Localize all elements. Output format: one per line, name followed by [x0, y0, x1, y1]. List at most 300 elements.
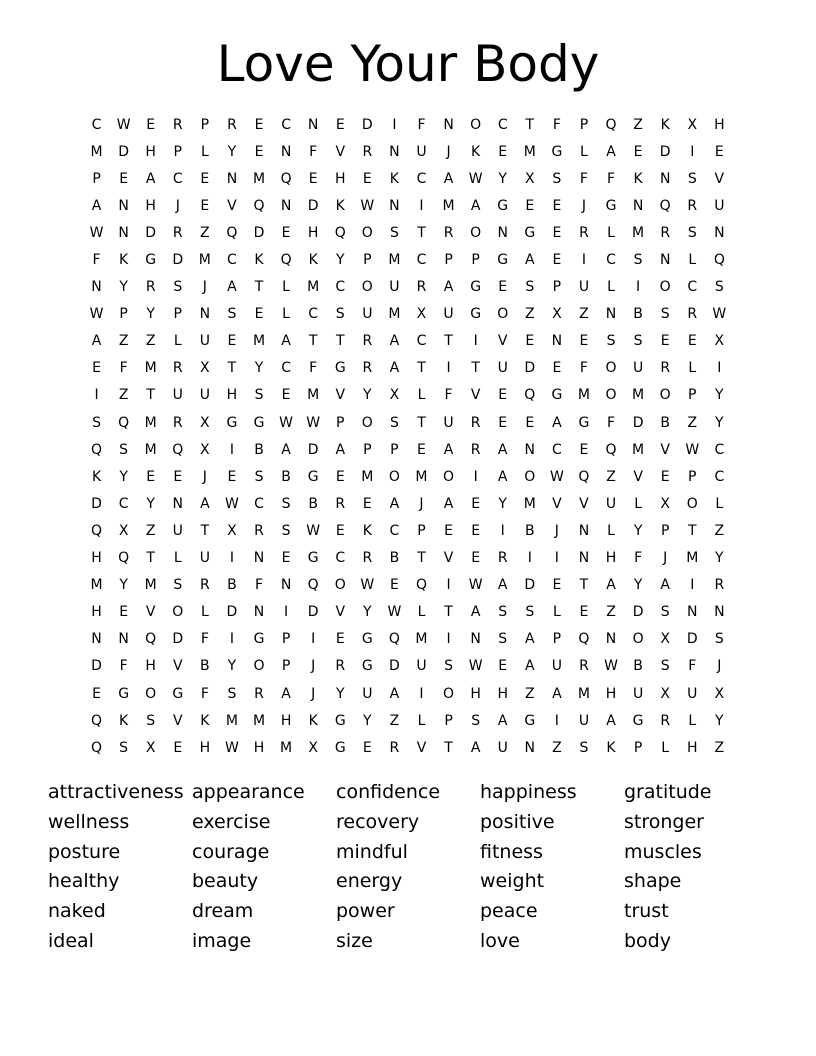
grid-letter: E	[146, 116, 156, 133]
grid-letter: W	[604, 658, 618, 675]
grid-row	[83, 545, 733, 572]
grid-letter: L	[282, 279, 290, 296]
grid-letter: M	[632, 441, 645, 458]
grid-letter: I	[554, 550, 559, 567]
grid-letter: E	[498, 658, 508, 675]
grid-letter: H	[497, 685, 508, 702]
grid-letter: Z	[579, 306, 589, 323]
word-list-item: muscles	[624, 840, 702, 863]
grid-letter: Y	[119, 468, 128, 485]
grid-letter: H	[91, 604, 102, 621]
word-list-item: energy	[336, 870, 403, 893]
grid-letter: O	[632, 631, 644, 648]
grid-letter: R	[497, 550, 508, 567]
grid-letter: F	[579, 360, 588, 377]
grid-letter: Y	[363, 387, 372, 404]
grid-row	[83, 653, 733, 680]
word-list-item: appearance	[192, 781, 305, 803]
grid-letter: G	[226, 414, 238, 431]
grid-letter: G	[334, 712, 346, 729]
grid-letter: A	[497, 468, 508, 485]
grid-letter: I	[392, 116, 397, 133]
grid-letter: O	[172, 604, 184, 621]
grid-letter: S	[525, 279, 535, 296]
grid-letter: C	[714, 441, 725, 458]
grid-letter: N	[659, 170, 671, 187]
grid-letter: I	[446, 577, 451, 594]
grid-letter: E	[254, 306, 264, 323]
grid-letter: J	[311, 658, 316, 675]
grid-letter: N	[687, 604, 698, 621]
grid-letter: Y	[498, 495, 507, 512]
grid-letter: K	[335, 197, 345, 214]
grid-letter: D	[226, 604, 238, 621]
grid-letter: O	[470, 116, 482, 133]
grid-letter: T	[146, 387, 155, 404]
grid-letter: M	[307, 279, 320, 296]
grid-letter: A	[525, 631, 535, 648]
grid-letter: E	[146, 468, 156, 485]
grid-letter: E	[281, 224, 291, 241]
grid-letter: N	[253, 604, 265, 621]
grid-letter: Z	[389, 712, 400, 729]
grid-letter: N	[659, 252, 671, 269]
grid-letter: M	[144, 414, 157, 431]
grid-letter: P	[471, 252, 480, 269]
grid-letter: D	[172, 252, 184, 269]
grid-letter: L	[661, 739, 670, 756]
grid-letter: C	[389, 522, 400, 539]
grid-row	[83, 165, 733, 192]
grid-letter: Y	[227, 658, 237, 675]
grid-letter: R	[470, 414, 481, 431]
grid-letter: E	[119, 604, 129, 621]
grid-letter: I	[690, 577, 695, 594]
grid-letter: G	[524, 224, 536, 241]
grid-letter: W	[685, 441, 700, 458]
grid-letter: A	[497, 441, 508, 458]
grid-letter: B	[660, 414, 670, 431]
grid-letter: O	[334, 577, 346, 594]
grid-letter: P	[200, 116, 210, 133]
grid-letter: F	[634, 550, 643, 567]
grid-letter: D	[172, 631, 184, 648]
grid-letter: V	[633, 468, 643, 485]
grid-letter: M	[225, 712, 238, 729]
grid-letter: A	[389, 495, 400, 512]
grid-letter: A	[389, 360, 400, 377]
grid-letter: R	[579, 658, 589, 675]
grid-letter: L	[417, 712, 426, 729]
word-list-item: beauty	[192, 870, 259, 893]
grid-letter: Z	[606, 604, 616, 621]
grid-letter: A	[606, 712, 616, 729]
grid-letter: L	[173, 550, 182, 567]
grid-letter: N	[551, 333, 563, 350]
grid-letter: I	[284, 604, 289, 621]
grid-letter: T	[335, 333, 345, 350]
word-list-item: attractiveness	[48, 781, 184, 803]
grid-letter: E	[254, 143, 264, 160]
word-list-item: peace	[480, 900, 538, 923]
grid-letter: L	[417, 604, 426, 621]
grid-letter: U	[362, 306, 373, 323]
grid-letter: T	[579, 577, 589, 594]
grid-letter: W	[360, 577, 375, 594]
grid-letter: Z	[524, 306, 535, 323]
grid-letter: M	[388, 252, 401, 269]
grid-letter: W	[89, 306, 104, 323]
grid-letter: W	[549, 468, 564, 485]
grid-letter: X	[524, 170, 535, 187]
grid-letter: L	[688, 712, 697, 729]
grid-letter: F	[200, 685, 209, 702]
grid-letter: Y	[498, 170, 507, 187]
grid-letter: Q	[280, 170, 292, 187]
grid-letter: T	[525, 116, 535, 133]
grid-letter: A	[281, 685, 291, 702]
grid-letter: V	[660, 441, 670, 458]
grid-letter: Q	[605, 116, 617, 133]
grid-letter: Q	[388, 631, 400, 648]
grid-letter: P	[173, 306, 182, 323]
grid-letter: M	[144, 577, 157, 594]
grid-letter: N	[226, 170, 238, 187]
grid-letter: J	[311, 685, 316, 702]
grid-letter: V	[552, 495, 562, 512]
grid-letter: O	[686, 495, 698, 512]
grid-letter: B	[308, 495, 318, 512]
grid-letter: R	[199, 577, 210, 594]
grid-letter: O	[497, 306, 509, 323]
grid-letter: Y	[363, 712, 372, 729]
grid-letter: C	[227, 252, 237, 269]
grid-letter: V	[443, 550, 454, 567]
grid-letter: T	[417, 360, 426, 377]
grid-letter: X	[660, 631, 670, 648]
grid-letter: W	[468, 658, 483, 675]
grid-letter: R	[579, 224, 589, 241]
grid-letter: I	[311, 631, 316, 648]
grid-letter: Z	[552, 739, 562, 756]
grid-letter: Y	[363, 604, 372, 621]
grid-letter: A	[660, 577, 670, 594]
grid-letter: Q	[415, 577, 427, 594]
grid-letter: F	[579, 170, 588, 187]
grid-letter: G	[361, 631, 373, 648]
grid-letter: Q	[91, 739, 103, 756]
grid-letter: E	[552, 577, 562, 594]
grid-letter: Y	[715, 550, 724, 567]
grid-letter: P	[552, 631, 562, 648]
grid-letter: U	[362, 685, 373, 702]
grid-letter: L	[634, 495, 642, 512]
grid-letter: E	[687, 333, 697, 350]
grid-letter: J	[202, 279, 207, 296]
grid-letter: E	[362, 495, 372, 512]
grid-letter: H	[253, 739, 265, 756]
grid-letter: X	[200, 360, 210, 377]
grid-letter: S	[660, 604, 670, 621]
grid-row	[83, 301, 733, 328]
grid-letter: X	[118, 522, 129, 539]
grid-letter: H	[470, 685, 481, 702]
grid-letter: X	[687, 116, 698, 133]
grid-letter: A	[200, 495, 210, 512]
grid-letter: D	[524, 360, 536, 377]
word-list-item: dream	[192, 900, 254, 923]
grid-row	[83, 436, 733, 463]
grid-letter: F	[606, 170, 616, 187]
grid-letter: N	[714, 604, 725, 621]
grid-letter: N	[172, 495, 184, 512]
grid-letter: S	[281, 522, 291, 539]
grid-letter: L	[607, 224, 615, 241]
grid-letter: S	[660, 658, 670, 675]
grid-row	[83, 490, 733, 517]
grid-letter: P	[281, 658, 291, 675]
word-list-item: healthy	[48, 870, 120, 893]
grid-letter: T	[444, 604, 453, 621]
grid-letter: M	[144, 441, 157, 458]
grid-letter: D	[307, 604, 319, 621]
grid-letter: R	[254, 522, 264, 539]
grid-letter: U	[632, 685, 644, 702]
grid-letter: E	[281, 550, 291, 567]
grid-letter: R	[145, 279, 156, 296]
grid-letter: T	[308, 333, 318, 350]
grid-letter: R	[362, 143, 373, 160]
grid-letter: P	[579, 116, 589, 133]
grid-letter: P	[552, 279, 562, 296]
grid-letter: X	[416, 306, 427, 323]
grid-letter: Y	[335, 685, 345, 702]
grid-letter: G	[470, 306, 482, 323]
grid-letter: S	[119, 441, 129, 458]
grid-letter: A	[470, 197, 481, 214]
grid-letter: N	[91, 279, 102, 296]
grid-letter: S	[146, 712, 156, 729]
grid-letter: X	[145, 739, 156, 756]
grid-row	[83, 734, 733, 761]
grid-letter: Y	[633, 522, 643, 539]
grid-letter: Z	[118, 333, 129, 350]
grid-letter: V	[416, 739, 427, 756]
word-list-item: posture	[48, 840, 121, 863]
grid-letter: D	[632, 414, 644, 431]
grid-letter: E	[362, 739, 372, 756]
grid-letter: F	[552, 116, 561, 133]
grid-letter: L	[607, 522, 615, 539]
grid-letter: J	[202, 468, 207, 485]
grid-letter: L	[417, 387, 426, 404]
grid-letter: A	[470, 604, 481, 621]
grid-letter: W	[468, 577, 483, 594]
grid-letter: N	[578, 550, 590, 567]
grid-letter: P	[363, 252, 372, 269]
grid-letter: M	[442, 197, 455, 214]
grid-letter: S	[173, 577, 183, 594]
grid-letter: A	[443, 441, 454, 458]
grid-letter: A	[281, 333, 291, 350]
grid-letter: X	[389, 387, 400, 404]
grid-letter: R	[172, 224, 183, 241]
grid-letter: V	[227, 197, 237, 214]
grid-letter: S	[498, 631, 508, 648]
grid-letter: F	[688, 658, 697, 675]
grid-letter: Y	[633, 577, 643, 594]
grid-letter: O	[388, 468, 400, 485]
grid-letter: E	[525, 414, 535, 431]
grid-letter: U	[687, 685, 698, 702]
grid-letter: C	[714, 468, 725, 485]
grid-letter: B	[633, 658, 643, 675]
grid-row	[83, 219, 733, 246]
grid-letter: N	[118, 197, 129, 214]
grid-row	[83, 382, 733, 409]
grid-letter: C	[416, 333, 427, 350]
grid-letter: E	[335, 522, 345, 539]
grid-letter: K	[119, 712, 129, 729]
grid-letter: Q	[713, 252, 725, 269]
grid-letter: P	[688, 387, 697, 404]
grid-letter: S	[227, 685, 237, 702]
grid-letter: V	[172, 712, 183, 729]
grid-letter: N	[443, 116, 454, 133]
grid-letter: R	[660, 360, 671, 377]
grid-letter: U	[497, 739, 508, 756]
grid-letter: C	[172, 170, 183, 187]
grid-letter: I	[419, 685, 424, 702]
grid-letter: J	[554, 522, 559, 539]
grid-letter: Y	[146, 495, 155, 512]
grid-row	[83, 138, 733, 165]
grid-letter: Q	[118, 550, 130, 567]
grid-letter: A	[525, 658, 535, 675]
grid-letter: Q	[91, 712, 103, 729]
grid-letter: E	[92, 685, 101, 702]
grid-letter: R	[335, 495, 346, 512]
grid-letter: S	[92, 414, 101, 431]
grid-letter: E	[281, 387, 291, 404]
grid-letter: V	[172, 658, 183, 675]
grid-letter: E	[173, 739, 183, 756]
grid-letter: S	[606, 333, 616, 350]
grid-letter: A	[91, 333, 102, 350]
grid-letter: A	[145, 170, 156, 187]
grid-letter: E	[417, 441, 426, 458]
grid-letter: E	[335, 116, 345, 133]
grid-letter: M	[90, 143, 103, 160]
grid-letter: I	[229, 550, 234, 567]
grid-letter: O	[361, 414, 373, 431]
grid-letter: Y	[715, 712, 724, 729]
grid-letter: E	[498, 143, 508, 160]
word-list-item: image	[192, 929, 252, 952]
grid-letter: Y	[119, 577, 128, 594]
grid-letter: K	[200, 712, 210, 729]
grid-letter: B	[524, 522, 535, 539]
grid-letter: G	[307, 550, 319, 567]
grid-letter: G	[334, 360, 346, 377]
grid-letter: H	[605, 550, 617, 567]
grid-letter: Z	[524, 685, 535, 702]
grid-letter: N	[118, 631, 129, 648]
grid-letter: S	[281, 495, 291, 512]
grid-letter: V	[714, 170, 725, 187]
word-list-item: naked	[48, 900, 106, 923]
grid-letter: G	[605, 197, 617, 214]
grid-letter: O	[253, 658, 265, 675]
grid-letter: P	[660, 522, 670, 539]
grid-letter: N	[497, 224, 508, 241]
grid-letter: O	[145, 685, 157, 702]
grid-letter: I	[473, 333, 478, 350]
grid-letter: U	[714, 197, 725, 214]
grid-letter: R	[687, 306, 698, 323]
grid-letter: F	[309, 143, 318, 160]
grid-letter: T	[687, 522, 697, 539]
grid-letter: Y	[254, 360, 264, 377]
grid-letter: E	[579, 604, 589, 621]
grid-letter: S	[714, 631, 724, 648]
grid-letter: R	[254, 685, 264, 702]
grid-letter: E	[471, 522, 481, 539]
grid-letter: I	[527, 550, 532, 567]
grid-letter: M	[523, 143, 536, 160]
grid-letter: N	[389, 143, 400, 160]
grid-letter: S	[552, 170, 562, 187]
grid-letter: N	[307, 116, 319, 133]
grid-letter: E	[444, 522, 453, 539]
grid-letter: E	[579, 441, 589, 458]
grid-letter: R	[172, 414, 183, 431]
grid-letter: Q	[226, 224, 238, 241]
grid-letter: V	[335, 604, 346, 621]
grid-letter: R	[172, 116, 183, 133]
grid-letter: U	[578, 279, 590, 296]
grid-letter: G	[334, 739, 346, 756]
grid-letter: P	[119, 306, 128, 323]
grid-letter: E	[660, 333, 670, 350]
grid-letter: P	[633, 739, 643, 756]
grid-letter: A	[552, 414, 562, 431]
grid-letter: E	[173, 468, 183, 485]
grid-letter: H	[91, 550, 102, 567]
grid-letter: E	[552, 224, 562, 241]
grid-letter: L	[580, 143, 588, 160]
word-list-item: ideal	[48, 929, 94, 952]
grid-letter: G	[578, 414, 590, 431]
grid-letter: N	[280, 577, 292, 594]
grid-letter: C	[551, 441, 562, 458]
grid-letter: I	[500, 522, 505, 539]
word-list-item: shape	[624, 870, 682, 893]
grid-row	[83, 111, 733, 138]
word-list-item: fitness	[480, 840, 543, 863]
grid-letter: E	[552, 360, 562, 377]
grid-letter: S	[498, 604, 508, 621]
grid-letter: C	[335, 279, 346, 296]
grid-letter: K	[254, 252, 264, 269]
grid-letter: S	[173, 279, 183, 296]
grid-letter: G	[118, 685, 130, 702]
grid-letter: D	[91, 658, 102, 675]
grid-letter: Q	[578, 631, 590, 648]
grid-letter: D	[118, 143, 129, 160]
word-list	[48, 778, 768, 957]
grid-letter: F	[200, 631, 209, 648]
